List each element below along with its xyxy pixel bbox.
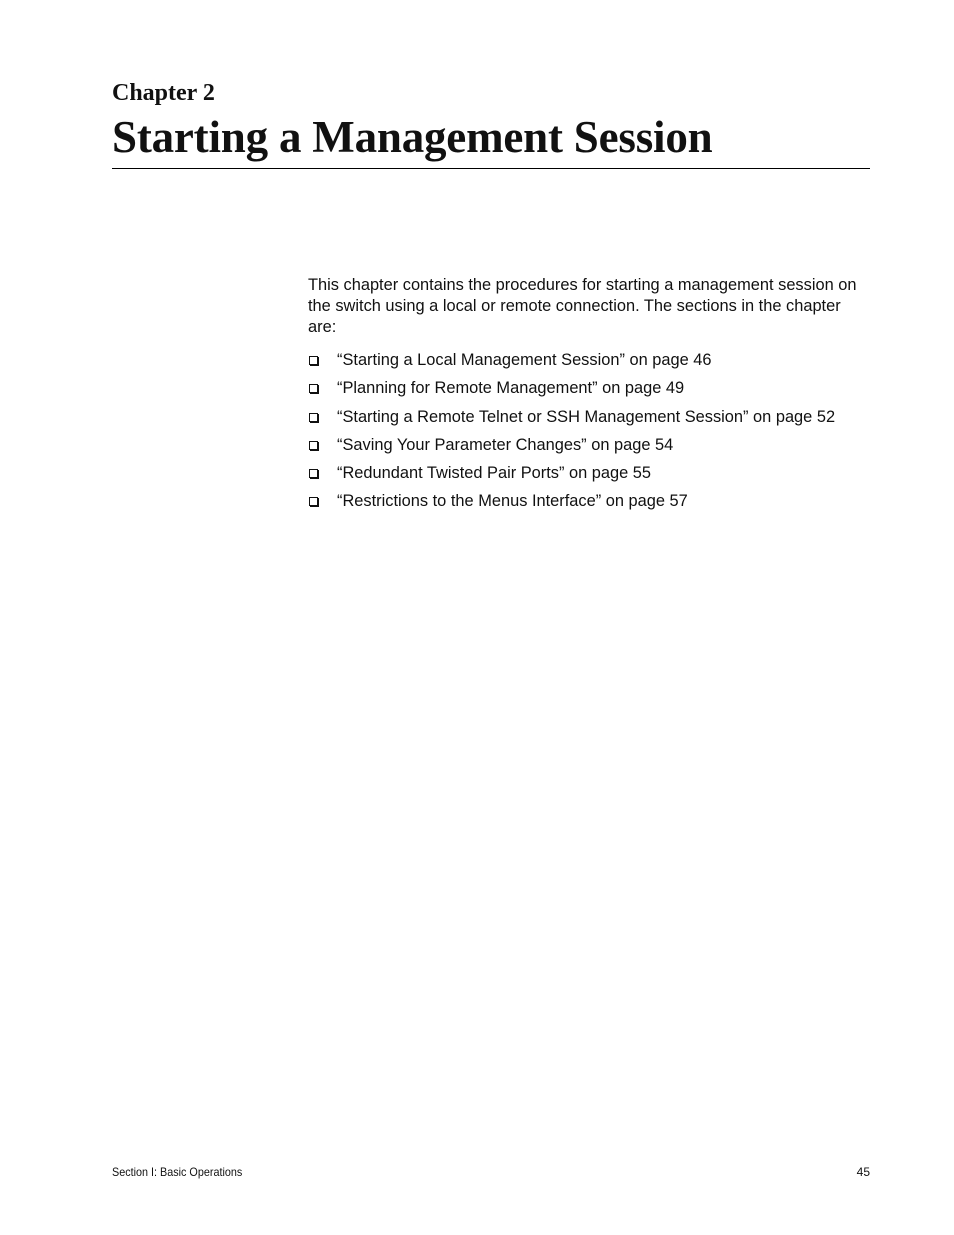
list-item[interactable] [308,407,868,435]
section-link[interactable]: “Planning for Remote Management” on page 49 [337,379,685,398]
chapter-body [308,275,868,520]
checkbox-bullet-icon [309,497,318,506]
list-item[interactable] [308,463,868,491]
section-link[interactable]: “Saving Your Parameter Changes” on page 54 [337,435,674,454]
checkbox-bullet-icon [309,413,318,422]
title-divider [112,168,870,169]
intro-paragraph: This chapter contains the procedures for starting a management session on the switch using a local or remote connection. The sections in the chapter are: [308,276,857,336]
checkbox-bullet-icon [309,356,318,365]
checkbox-bullet-icon [309,384,318,393]
section-list [308,350,868,520]
section-link[interactable]: “Restrictions to the Menus Interface” on page 57 [337,492,688,511]
section-link[interactable]: “Starting a Local Management Session” on page 46 [337,351,712,369]
footer-section-name: Section I: Basic Operations [112,1165,243,1179]
chapter-label: Chapter 2 [112,80,215,106]
chapter-title: Starting a Management Session [112,112,713,162]
section-link[interactable]: “Redundant Twisted Pair Ports” on page 55 [337,464,652,483]
list-item[interactable] [308,435,868,463]
section-link[interactable]: “Starting a Remote Telnet or SSH Management Session” on page 52 [337,407,836,426]
footer-page-number: 45 [856,1165,870,1179]
checkbox-bullet-icon [309,469,318,478]
list-item[interactable] [308,491,868,519]
checkbox-bullet-icon [309,441,318,450]
list-item[interactable] [308,350,868,378]
list-item[interactable] [308,378,868,406]
